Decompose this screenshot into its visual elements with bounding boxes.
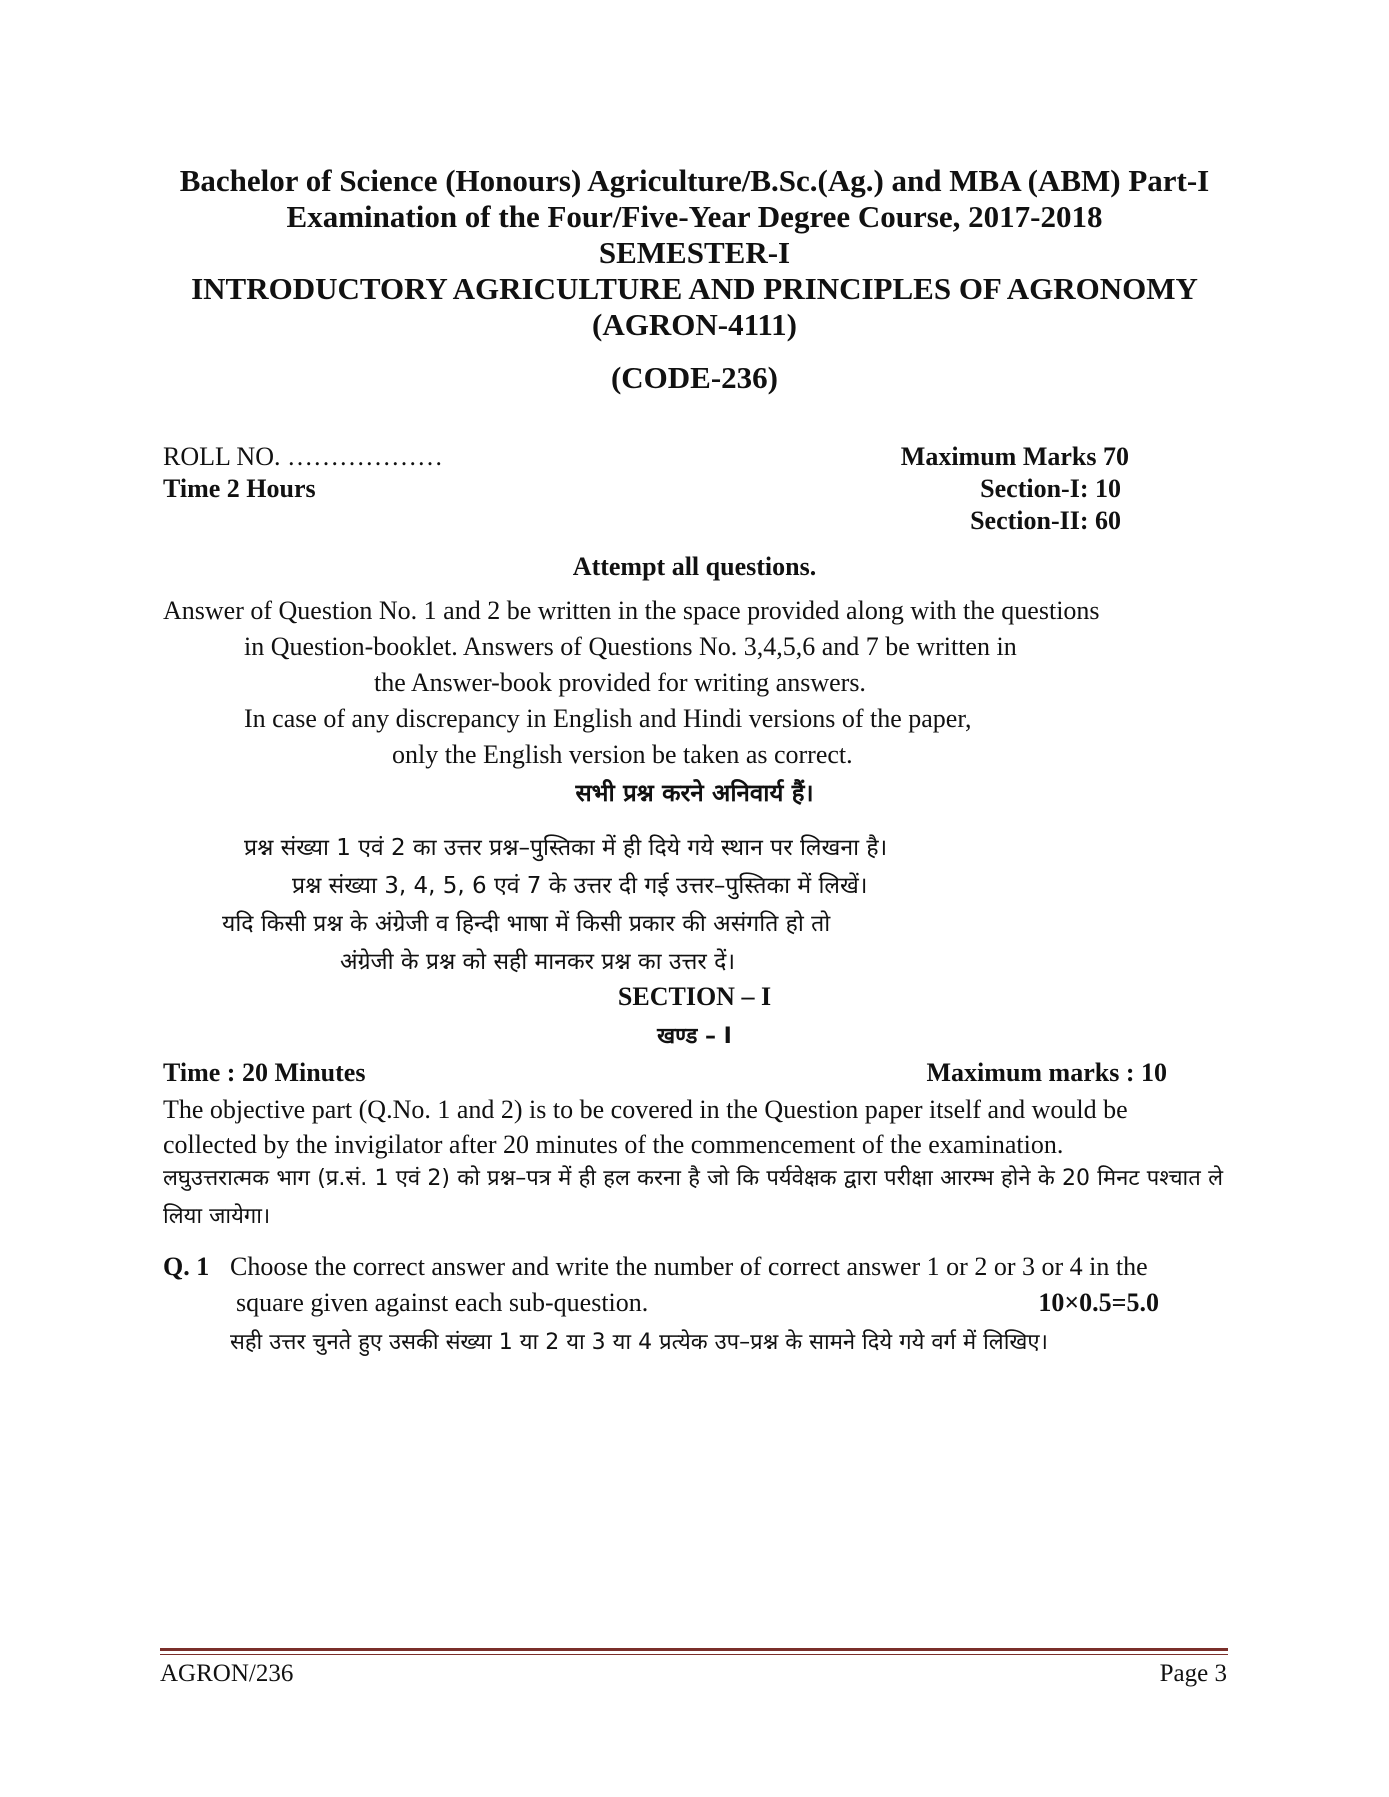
section-time: Time : 20 Minutes (163, 1058, 366, 1087)
paper-code: (CODE-236) (610, 360, 779, 395)
question-text-hi: सही उत्तर चुनते हुए उसकी संख्या 1 या 2 या 3 या 4 प्रत्येक उप–प्रश्न के सामने दिये गये वर्ग में लिखिए। (230, 1330, 1048, 1355)
objective-note-hi: लघुउत्तरात्मक भाग (प्र.सं. 1 एवं 2) को प्रश्न–पत्र में ही हल करना है जो कि पर्यवेक्षक द्वारा परीक्षा आरम्भ होने के 20 मिनट पश्चात ले लिया जायेगा। (163, 1166, 1223, 1229)
question-text-line: square given against each sub-question. (236, 1288, 649, 1317)
course-code: (AGRON-4111) (592, 307, 797, 342)
header-line-2: Examination of the Four/Five-Year Degree Course, 2017-2018 (286, 199, 1103, 234)
question-number: Q. 1 (163, 1252, 210, 1281)
instruction-hi-line: प्रश्न संख्या 1 एवं 2 का उत्तर प्रश्न–पुस्तिका में ही दिये गये स्थान पर लिखना है। (244, 835, 888, 861)
time-allowed: Time 2 Hours (163, 474, 316, 503)
instruction-en-line: Answer of Question No. 1 and 2 be written in the space provided along with the questions (163, 596, 1100, 625)
course-title: INTRODUCTORY AGRICULTURE AND PRINCIPLES OF AGRONOMY (191, 271, 1198, 306)
instruction-hi-line: यदि किसी प्रश्न के अंग्रेजी व हिन्दी भाषा में किसी प्रकार की असंगति हो तो (222, 911, 831, 937)
section-title-hi: खण्ड – I (657, 1024, 732, 1049)
section-title: SECTION – I (617, 982, 772, 1011)
attempt-all-instruction-hi: सभी प्रश्न करने अनिवार्य हैं। (575, 779, 814, 807)
question-text-line: Choose the correct answer and write the number of correct answer 1 or 2 or 3 or 4 in the (230, 1252, 1148, 1281)
maximum-marks: Maximum Marks 70 (900, 442, 1129, 471)
section-max-marks: Maximum marks : 10 (926, 1058, 1167, 1087)
footer-rule (160, 1648, 1228, 1651)
footer-paper-code: AGRON/236 (160, 1660, 294, 1687)
question-marks: 10×0.5=5.0 (1038, 1288, 1159, 1317)
instruction-en-line: In case of any discrepancy in English and Hindi versions of the paper, (244, 704, 972, 733)
instruction-hi-line: अंग्रेजी के प्रश्न को सही मानकर प्रश्न का उत्तर दें। (340, 949, 736, 975)
attempt-all-instruction: Attempt all questions. (572, 552, 817, 581)
instruction-en-line: the Answer-book provided for writing answers. (374, 668, 866, 697)
semester-title: SEMESTER-I (598, 235, 791, 270)
roll-no: ROLL NO. ……………… (163, 442, 443, 471)
section2-marks: Section-II: 60 (970, 506, 1121, 535)
page-number: Page 3 (1159, 1660, 1227, 1687)
objective-note-en: The objective part (Q.No. 1 and 2) is to be covered in the Question paper itself and would be collected by the invigilator after 20 minutes of the commencement of the examination. (163, 1095, 1128, 1159)
header-line-1: Bachelor of Science (Honours) Agriculture/B.Sc.(Ag.) and MBA (ABM) Part-I (179, 163, 1210, 198)
section1-marks: Section-I: 10 (980, 474, 1121, 503)
footer-rule-thin (160, 1654, 1228, 1655)
instruction-hi-line: प्रश्न संख्या 3, 4, 5, 6 एवं 7 के उत्तर दी गई उत्तर–पुस्तिका में लिखें। (292, 873, 868, 899)
instruction-en-line: in Question-booklet. Answers of Questions No. 3,4,5,6 and 7 be written in (244, 632, 1017, 661)
instruction-en-line: only the English version be taken as correct. (392, 740, 853, 769)
